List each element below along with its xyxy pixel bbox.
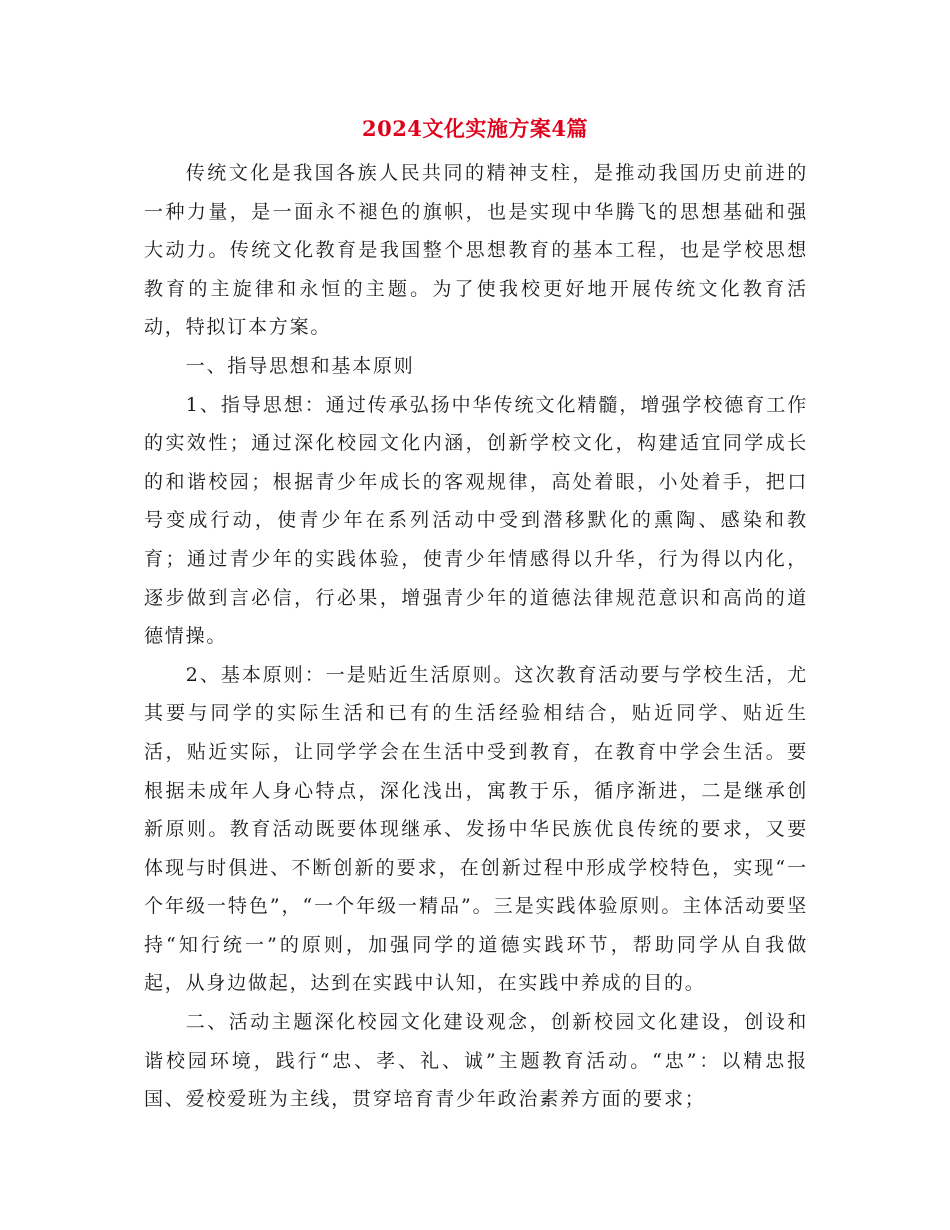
document-title: 2024文化实施方案4篇 bbox=[361, 116, 589, 141]
activity-theme-paragraph: 二、活动主题深化校园文化建设观念，创新校园文化建设，创设和谐校园环境，践行“忠、孝、礼、诚”主题教育活动。“忠”：以精忠报国、爱校爱班为主线，贯穿培育青少年政治素养方面的要求； bbox=[144, 1011, 808, 1111]
intro-paragraph: 传统文化是我国各族人民共同的精神支柱，是推动我国历史前进的一种力量，是一面永不褪色的旗帜，也是实现中华腾飞的思想基础和强大动力。传统文化教育是我国整个思想教育的基本工程，也是学校思想教育的主旋律和永恒的主题。为了使我校更好地开展传统文化教育活动，特拟订本方案。 bbox=[144, 162, 808, 339]
guiding-ideology-paragraph: 1、指导思想：通过传承弘扬中华传统文化精髓，增强学校德育工作的实效性；通过深化校园文化内涵，创新学校文化，构建适宜同学成长的和谐校园；根据青少年成长的客观规律，高处着眼，小处着手，把口号变成行动，使青少年在系列活动中受到潜移默化的熏陶、感染和教育；通过青少年的实践体验，使青少年情感得以升华，行为得以内化，逐步做到言必信，行必果，增强青少年的道德法律规范意识和高尚的道德情操。 bbox=[144, 393, 808, 648]
document-body bbox=[144, 154, 808, 1119]
basic-principles-paragraph: 2、基本原则：一是贴近生活原则。这次教育活动要与学校生活，尤其要与同学的实际生活和已有的生活经验相结合，贴近同学、贴近生活，贴近实际，让同学学会在生活中受到教育，在教育中学会生活。要根据未成年人身心特点，深化浅出，寓教于乐，循序渐进，二是继承创新原则。教育活动既要体现继承、发扬中华民族优良传统的要求，又要体现与时俱进、不断创新的要求，在创新过程中形成学校特色，实现“一个年级一特色”，“一个年级一精品”。三是实践体验原则。主体活动要坚持“知行统一”的原则，加强同学的道德实践环节，帮助同学从自我做起，从身边做起，达到在实践中认知，在实践中养成的目的。 bbox=[144, 663, 808, 995]
section-heading-guiding-principles: 一、指导思想和基本原则 bbox=[185, 354, 415, 377]
